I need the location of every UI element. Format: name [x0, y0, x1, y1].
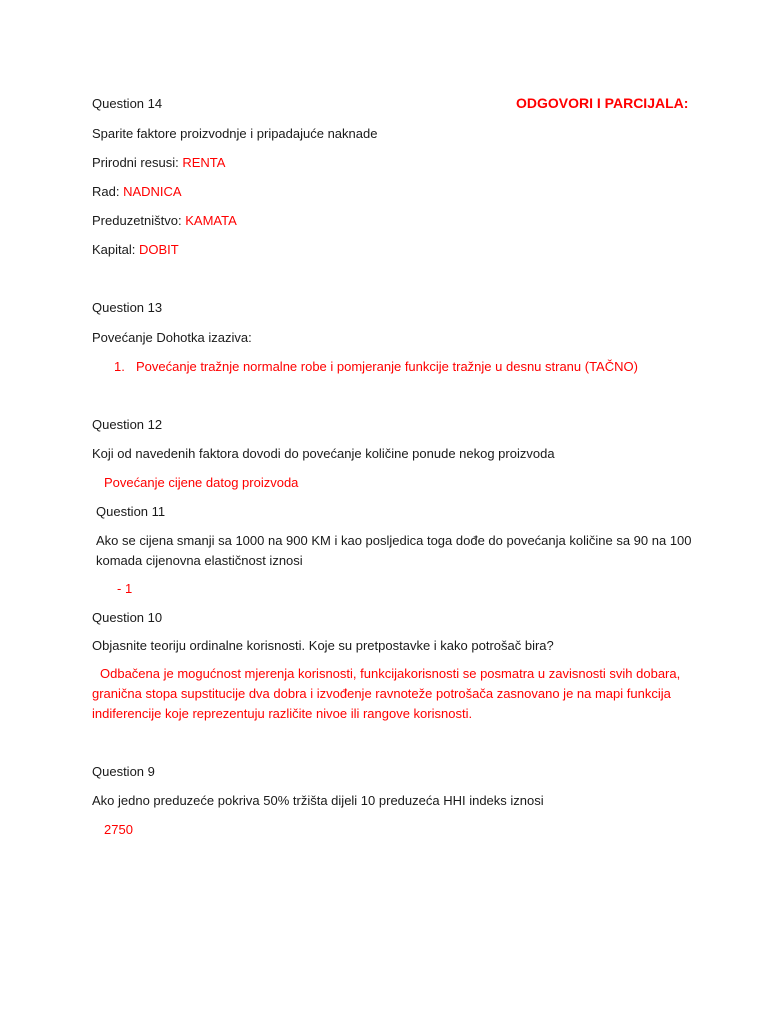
- question-9-title: Question 9: [92, 764, 155, 779]
- q14-pair-1: [92, 155, 225, 171]
- q11-prompt-line-2: komada cijenovna elastičnost iznosi: [96, 553, 303, 568]
- question-12-title: Question 12: [92, 417, 163, 432]
- q13-answer-number: 1.: [114, 359, 125, 374]
- q10-prompt: Objasnite teoriju ordinalne korisnosti. Koje su pretpostavke i kako potrošač bira?: [92, 638, 554, 653]
- q12-answer: Povećanje cijene datog proizvoda: [104, 475, 299, 490]
- q10-answer-line-3: indiferencije koje reprezentuju različite nivoe ili rangove korisnosti.: [92, 706, 473, 721]
- q9-prompt: Ako jedno preduzeće pokriva 50% tržišta dijeli 10 preduzeća HHI indeks iznosi: [92, 793, 544, 808]
- q14-pair-answer: KAMATA: [185, 213, 237, 228]
- q14-pair-answer: DOBIT: [139, 242, 179, 257]
- q13-answer-text: Povećanje tražnje normalne robe i pomjeranje funkcije tražnje u desnu stranu (TAČNO): [136, 359, 638, 374]
- answers-title: ODGOVORI I PARCIJALA:: [516, 95, 689, 111]
- q13-answer-item: [114, 359, 638, 375]
- q10-answer-line-1: Odbačena je mogućnost mjerenja korisnosti, funkcijakorisnosti se posmatra u zavisnosti svih dobara,: [100, 666, 681, 681]
- question-10-title: Question 10: [92, 610, 163, 625]
- q9-answer: 2750: [104, 822, 133, 837]
- q11-prompt-line-1: Ako se cijena smanji sa 1000 na 900 KM i kao posljedica toga dođe do povećanja količine sa 90 na 100: [96, 533, 692, 548]
- q14-pair-answer: NADNICA: [123, 184, 182, 199]
- question-11-title: Question 11: [96, 504, 166, 519]
- q14-pair-2: [92, 184, 182, 200]
- q14-pair-label: Preduzetništvo:: [92, 213, 182, 228]
- q11-answer: - 1: [117, 581, 133, 596]
- q14-pair-label: Kapital:: [92, 242, 136, 257]
- question-14-title: Question 14: [92, 96, 163, 111]
- q14-pair-3: [92, 213, 237, 229]
- q14-pair-answer: RENTA: [182, 155, 226, 170]
- q12-prompt: Koji od navedenih faktora dovodi do povećanje količine ponude nekog proizvoda: [92, 446, 555, 461]
- q14-pair-label: Prirodni resusi:: [92, 155, 179, 170]
- q10-answer-line-2: granična stopa supstitucije dva dobra i izvođenje ravnoteže potrošača zasnovano je na mapi funkcija: [92, 686, 671, 701]
- q13-prompt: Povećanje Dohotka izaziva:: [92, 330, 252, 345]
- q14-pair-label: Rad:: [92, 184, 120, 199]
- question-13-title: Question 13: [92, 300, 163, 315]
- q14-pair-4: [92, 242, 179, 258]
- q14-prompt: Sparite faktore proizvodnje i pripadajuće naknade: [92, 126, 378, 141]
